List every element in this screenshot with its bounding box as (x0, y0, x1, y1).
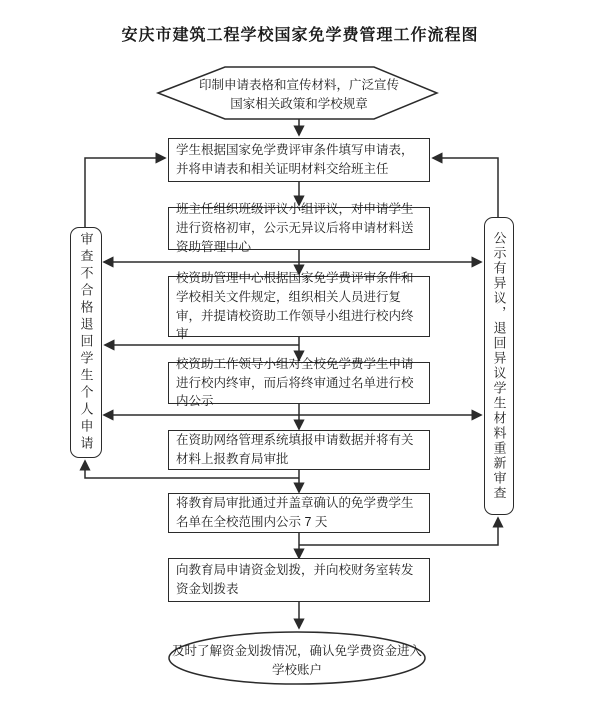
process-step-7-label: 向教育局申请资金划拨，并向校财务室转发资金划拨表 (176, 563, 414, 596)
loop-right-to-step1 (433, 158, 498, 217)
process-step-2 (168, 202, 430, 254)
page-title: 安庆市建筑工程学校国家免学费管理工作流程图 (121, 27, 479, 44)
process-step-6-label: 将教育局审批通过并盖章确认的免学费学生名单在全校范围内公示 7 天 (176, 496, 414, 529)
process-step-1 (168, 138, 430, 182)
end-node-label: 及时了解资金划拨情况，确认免学费资金进入学校账户 (171, 644, 422, 678)
return-left-label: 审查不合格退回学生个人申请 (78, 232, 94, 453)
return-right-node (484, 217, 514, 515)
loop-left-to-step1 (85, 158, 165, 227)
process-step-5 (168, 430, 430, 470)
return-right-label: 公示有异议，退回异议学生材料重新审查 (491, 231, 507, 501)
process-step-2-label: 班主任组织班级评议小组评议，对申请学生进行资格初审，公示无异议后将申请材料送资助管理中心 (176, 202, 414, 254)
return-left-node (70, 227, 102, 458)
process-step-5-label: 在资助网络管理系统填报申请数据并将有关材料上报教育局审批 (176, 433, 414, 466)
process-step-7 (168, 558, 430, 602)
process-step-4 (168, 356, 430, 409)
start-node-label: 印制申请表格和宣传材料，广泛宣传国家相关政策和学校规章 (199, 78, 400, 112)
process-step-6 (168, 493, 430, 533)
process-step-1-label: 学生根据国家免学费评审条件填写申请表，并将申请表和相关证明材料交给班主任 (176, 143, 414, 176)
process-step-4-label: 校资助工作领导小组对全校免学费学生申请进行校内终审，而后将终审通过名单进行校内公示 (176, 356, 414, 409)
process-step-3-label: 校资助管理中心根据国家免学费评审条件和学校相关文件规定，组织相关人员进行复审，并提请校资助工作领导小组进行校内终审 (176, 271, 414, 342)
process-step-3 (168, 271, 430, 342)
